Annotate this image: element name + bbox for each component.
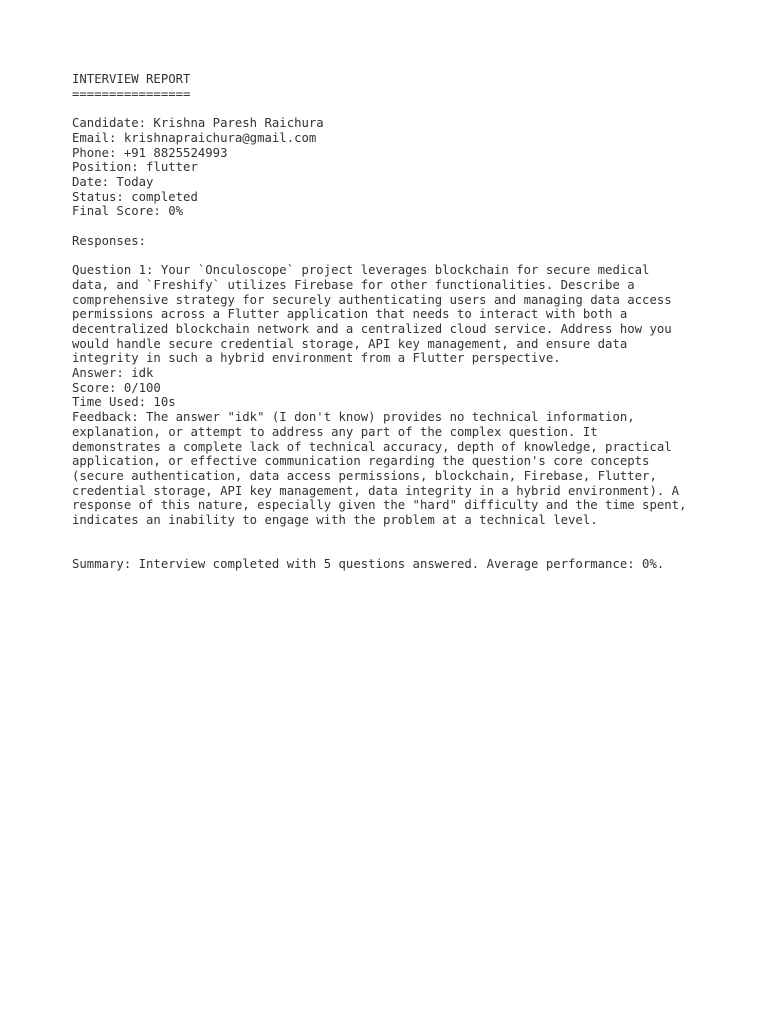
spacer [72,248,712,263]
feedback-line: response of this nature, especially given the "hard" difficulty and the time spent, [72,498,687,513]
question-line: decentralized blockchain network and a centralized cloud service. Address how you [72,321,672,336]
feedback-line: credential storage, API key management, data integrity in a hybrid environment). A [72,483,680,498]
question-block [72,263,712,366]
feedback-block [72,410,712,528]
responses-heading: Responses: [72,233,147,248]
question-line: comprehensive strategy for securely authenticating users and managing data access [72,292,672,307]
time-used-line: Time Used: 10s [72,395,176,410]
spacer [72,528,712,543]
candidate-position: Position: flutter [72,160,198,175]
report-title: INTERVIEW REPORT [72,72,191,86]
candidate-phone: Phone: +91 8825524993 [72,145,228,160]
report-document [72,72,712,572]
interview-status: Status: completed [72,189,198,204]
spacer [72,219,712,234]
interview-date: Date: Today [72,174,154,189]
score-line: Score: 0/100 [72,380,161,395]
question-line: Question 1: Your `Onculoscope` project leverages blockchain for secure medical [72,263,650,278]
answer-line: Answer: idk [72,366,154,381]
final-score: Final Score: 0% [72,204,184,219]
question-line: integrity in such a hybrid environment from a Flutter perspective. [72,351,561,366]
summary-line: Summary: Interview completed with 5 questions answered. Average performance: 0%. [72,557,665,572]
feedback-line: demonstrates a complete lack of technical accuracy, depth of knowledge, practical [72,439,672,454]
spacer [72,101,712,116]
feedback-line: Feedback: The answer "idk" (I don't know) provides no technical information, [72,410,635,425]
question-line: data, and `Freshify` utilizes Firebase for other functionalities. Describe a [72,277,635,292]
feedback-line: application, or effective communication regarding the question's core concepts [72,454,650,469]
spacer [72,542,712,557]
feedback-line: indicates an inability to engage with the problem at a technical level. [72,513,598,528]
feedback-line: (secure authentication, data access permissions, blockchain, Firebase, Flutter, [72,468,657,483]
question-line: permissions across a Flutter application that needs to interact with both a [72,307,628,322]
title-underline: ================ [72,86,191,101]
candidate-email: Email: krishnapraichura@gmail.com [72,130,317,145]
feedback-line: explanation, or attempt to address any part of the complex question. It [72,424,598,439]
question-line: would handle secure credential storage, API key management, and ensure data [72,336,628,351]
candidate-name: Candidate: Krishna Paresh Raichura [72,116,324,131]
